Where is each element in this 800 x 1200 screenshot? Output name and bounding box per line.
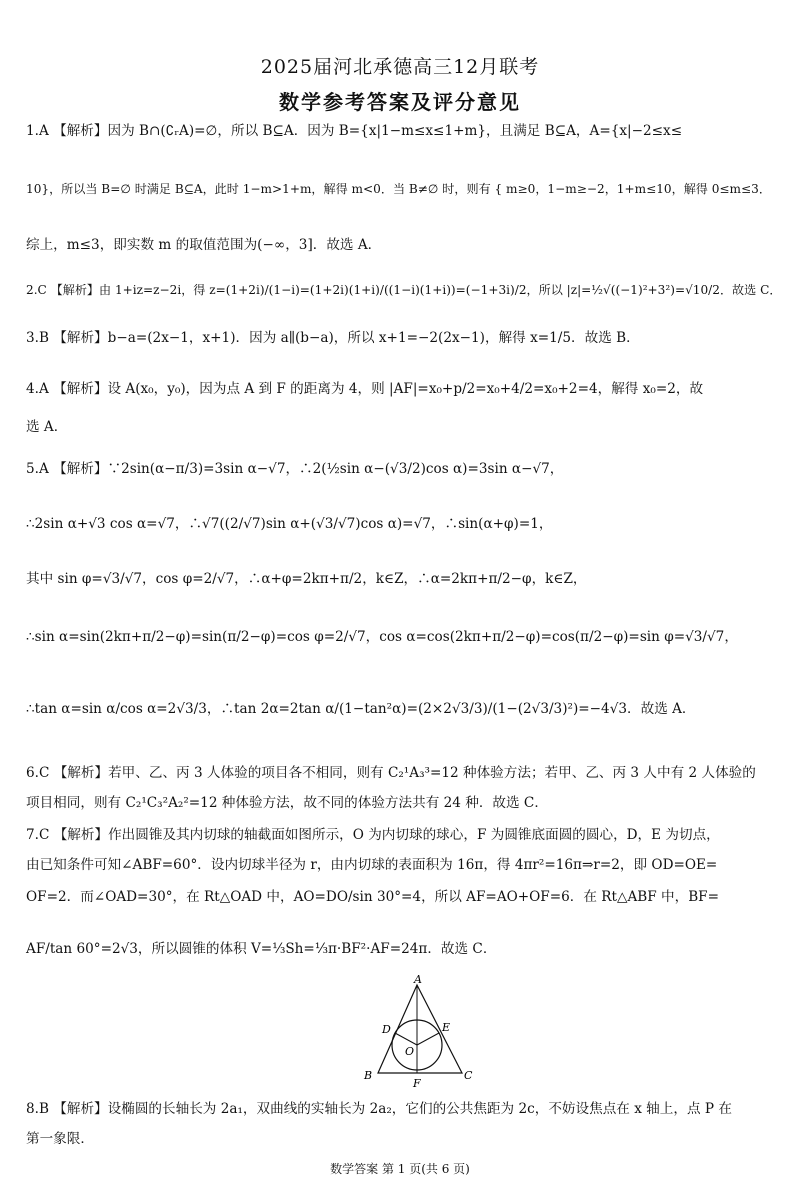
q5-line-2: ∴2sin α+√3 cos α=√7，∴√7((2/√7)sin α+(√3/√7)cos α)=√7，∴sin(α+φ)=1，	[26, 516, 553, 532]
q6-line-2: 项目相同，则有 C₂¹C₃²A₂²=12 种体验方法，故不同的体验方法共有 24 种．故选 C．	[26, 795, 548, 811]
label-C: C	[464, 1069, 473, 1082]
label-O: O	[405, 1045, 415, 1058]
q5-line-4: ∴sin α=sin(2kπ+π/2−φ)=sin(π/2−φ)=cos φ=2/√7，cos α=cos(2kπ+π/2−φ)=cos(π/2−φ)=sin φ=√3/√7，	[26, 629, 738, 645]
cone-cross-section-figure	[350, 975, 480, 1095]
label-A: A	[414, 975, 422, 986]
segment-OE	[417, 1033, 439, 1045]
label-F: F	[413, 1077, 421, 1090]
label-B: B	[364, 1069, 373, 1082]
q5-line-1: 5.A 【解析】∵2sin(α−π/3)=3sin α−√7，∴2(½sin α−(√3/2)cos α)=3sin α−√7，	[26, 461, 564, 477]
segment-OD	[395, 1033, 417, 1045]
label-D: D	[382, 1023, 391, 1036]
q1-line-2: 10}，所以当 B=∅ 时满足 B⊆A，此时 1−m>1+m，解得 m<0．当 B≠∅ 时，则有 { m≥0，1−m≥−2，1+m≤10，解得 0≤m≤3．	[26, 182, 771, 196]
q8-line-2: 第一象限．	[26, 1131, 94, 1147]
q4-line-2: 选 A．	[26, 419, 68, 435]
label-E: E	[442, 1021, 451, 1034]
q2-line: 2.C 【解析】由 1+iz=z−2i，得 z=(1+2i)/(1−i)=(1+2i)(1+i)/((1−i)(1+i))=(−1+3i)/2，所以 |z|=½√((−1)²+3²)=√10/2．故选 C．	[26, 283, 782, 297]
q8-line-1: 8.B 【解析】设椭圆的长轴长为 2a₁，双曲线的实轴长为 2a₂，它们的公共焦距为 2c，不妨设焦点在 x 轴上，点 P 在	[26, 1101, 732, 1117]
page-title: 2025届河北承德高三12月联考	[260, 56, 540, 78]
q4-line-1: 4.A 【解析】设 A(x₀，y₀)，因为点 A 到 F 的距离为 4，则 |AF|=x₀+p/2=x₀+4/2=x₀+2=4，解得 x₀=2，故	[26, 381, 704, 397]
q5-line-3: 其中 sin φ=√3/√7，cos φ=2/√7，∴α+φ=2kπ+π/2，k∈Z，∴α=2kπ+π/2−φ，k∈Z，	[26, 571, 587, 587]
q7-line-4: AF/tan 60°=2√3，所以圆锥的体积 V=⅓Sh=⅓π·BF²·AF=24π．故选 C．	[26, 941, 497, 957]
q3-line: 3.B 【解析】b−a=(2x−1，x+1)．因为 a∥(b−a)，所以 x+1=−2(2x−1)，解得 x=1/5．故选 B．	[26, 330, 640, 346]
page-footer: 数学答案 第 1 页(共 6 页)	[330, 1162, 470, 1176]
q7-line-2: 由已知条件可知∠ABF=60°．设内切球半径为 r，由内切球的表面积为 16π，得 4πr²=16π⇒r=2，即 OD=OE=	[26, 857, 718, 873]
q7-line-3: OF=2．而∠OAD=30°，在 Rt△OAD 中，AO=DO/sin 30°=4，所以 AF=AO+OF=6．在 Rt△ABF 中，BF=	[26, 889, 720, 905]
q5-line-5: ∴tan α=sin α/cos α=2√3/3，∴tan 2α=2tan α/(1−tan²α)=(2×2√3/3)/(1−(2√3/3)²)=−4√3．故选 A．	[26, 701, 696, 717]
page-subtitle: 数学参考答案及评分意见	[279, 90, 521, 114]
q1-line-1: 1.A 【解析】因为 B∩(∁ᵣA)=∅，所以 B⊆A．因为 B={x|1−m≤x≤1+m}，且满足 B⊆A，A={x|−2≤x≤	[26, 123, 683, 139]
q1-line-3: 综上，m≤3，即实数 m 的取值范围为(−∞，3]．故选 A．	[26, 237, 382, 253]
q6-line-1: 6.C 【解析】若甲、乙、丙 3 人体验的项目各不相同，则有 C₂¹A₃³=12 种体验方法；若甲、乙、丙 3 人中有 2 人体验的	[26, 765, 756, 781]
q7-line-1: 7.C 【解析】作出圆锥及其内切球的轴截面如图所示，O 为内切球的球心，F 为圆锥底面圆的圆心，D，E 为切点，	[26, 827, 720, 843]
